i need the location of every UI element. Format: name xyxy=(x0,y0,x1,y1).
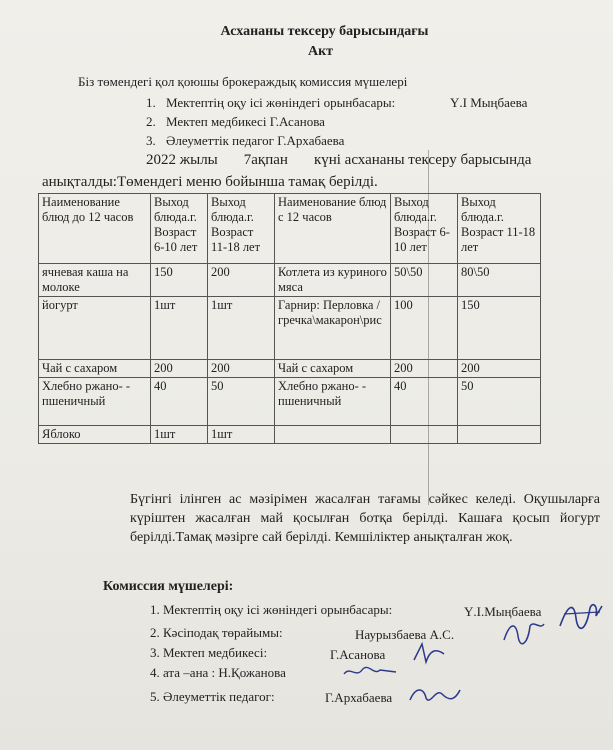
table-cell: 40 xyxy=(391,378,458,426)
table-cell: 100 xyxy=(391,297,458,360)
signature-role: Мектеп медбикесі: xyxy=(163,645,268,660)
signature-name: Г.Архабаева xyxy=(325,690,393,705)
date-line xyxy=(146,152,586,169)
table-cell: 150 xyxy=(458,297,541,360)
table-cell: 40 xyxy=(151,378,208,426)
table-cell xyxy=(458,426,541,444)
table-row xyxy=(39,360,541,378)
table-cell: 50\50 xyxy=(391,264,458,297)
handwritten-signature-5 xyxy=(406,682,464,708)
signature-role: Әлеуметтік педагог: xyxy=(163,689,275,704)
table-header-row xyxy=(39,194,541,264)
signature-row-3 xyxy=(150,645,267,661)
signature-num: 1. xyxy=(150,602,160,617)
member-3 xyxy=(146,133,344,149)
table-cell: Чай с сахаром xyxy=(39,360,151,378)
table-cell: 80\50 xyxy=(458,264,541,297)
table-row xyxy=(39,297,541,360)
handwritten-signature-3 xyxy=(410,640,450,666)
table-cell xyxy=(391,426,458,444)
table-cell: 200 xyxy=(208,360,275,378)
signature-num: 3. xyxy=(150,645,160,660)
header-cell: Выход блюда.г. Возраст 11-18 лет xyxy=(458,194,541,264)
signature-row-1 xyxy=(150,602,392,618)
table-cell: 1шт xyxy=(151,297,208,360)
date-text: күні асхананы тексеру барысында xyxy=(313,152,532,168)
table-cell: 200 xyxy=(458,360,541,378)
table-cell xyxy=(275,426,391,444)
table-cell: 150 xyxy=(151,264,208,297)
signature-role: Мектептің оқу ісі жөніндегі орынбасары: xyxy=(163,602,393,617)
document-title: Асхананы тексеру барысындағы xyxy=(220,24,429,39)
table-cell: Чай с сахаром xyxy=(275,360,391,378)
member-num: 2. xyxy=(146,114,156,129)
signature-name: Ү.І.Мыңбаева xyxy=(464,604,542,619)
signature-name: Наурызбаева А.С. xyxy=(355,627,455,642)
found-line: анықталды:Төмендегі меню бойынша тамақ берілді. xyxy=(42,174,378,190)
date-year: 2022 жылы xyxy=(146,152,218,168)
header-cell: Выход блюда.г. Возраст 6-10 лет xyxy=(151,194,208,264)
member-role: Мектеп медбикесі Г.Асанова xyxy=(166,114,325,129)
member-num: 1. xyxy=(146,95,156,110)
member-role: Әлеуметтік педагог Г.Архабаева xyxy=(166,133,345,148)
signature-num: 4. xyxy=(150,665,160,680)
signature-role: ата –ана : Н.Қожанова xyxy=(163,665,286,680)
table-cell: ячневая каша на молоке xyxy=(39,264,151,297)
table-cell: 200 xyxy=(391,360,458,378)
table-cell: 50 xyxy=(208,378,275,426)
signature-row-4 xyxy=(150,665,286,681)
closing-paragraph: Бүгінгі ілінген ас мәзірімен жасалған тағамы сәйкес келеді. Оқушыларға күріштен жасалған май қосылған ботқа берілді. Кашаға қосып йогурт берілді.Тамақ мәзірге сай берілді. Кемшіліктер анықталған жоқ. xyxy=(130,492,600,545)
table-cell: Хлебно ржано- - пшеничный xyxy=(275,378,391,426)
table-cell: Котлета из куриного мяса xyxy=(275,264,391,297)
signature-num: 2. xyxy=(150,625,160,640)
header-cell: Выход блюда.г. Возраст 11-18 лет xyxy=(208,194,275,264)
table-row xyxy=(39,378,541,426)
signature-num: 5. xyxy=(150,689,160,704)
commission-heading: Комиссия мүшелері: xyxy=(103,579,234,594)
date-day: 7ақпан xyxy=(243,152,288,168)
header-cell: Наименование блюд с 12 часов xyxy=(275,194,391,264)
table-cell: 50 xyxy=(458,378,541,426)
member-num: 3. xyxy=(146,133,156,148)
header-cell: Выход блюда.г. Возраст 6-10 лет xyxy=(391,194,458,264)
signature-name: Г.Асанова xyxy=(330,647,386,662)
table-cell: 1шт xyxy=(151,426,208,444)
header-cell: Наименование блюд до 12 часов xyxy=(39,194,151,264)
signature-row-5 xyxy=(150,689,275,705)
table-cell: Хлебно ржано- - пшеничный xyxy=(39,378,151,426)
member-1-name: Ү.І Мыңбаева xyxy=(450,95,528,110)
handwritten-signature-4 xyxy=(340,662,400,682)
member-role: Мектептің оқу ісі жөніндегі орынбасары: xyxy=(166,95,396,110)
table-row xyxy=(39,264,541,297)
table-cell: 1шт xyxy=(208,426,275,444)
intro-text: Біз төмендегі қол қоюшы брокераждық комиссия мүшелері xyxy=(78,74,408,89)
handwritten-signature-2 xyxy=(500,618,548,648)
member-1 xyxy=(146,95,395,111)
table-row xyxy=(39,426,541,444)
signature-row-2 xyxy=(150,625,283,641)
table-cell: Яблоко xyxy=(39,426,151,444)
handwritten-signature-1 xyxy=(556,598,606,638)
table-cell: 200 xyxy=(208,264,275,297)
signature-role: Кәсіподақ төрайымы: xyxy=(163,625,283,640)
menu-table xyxy=(38,193,541,444)
table-cell: 1шт xyxy=(208,297,275,360)
table-cell: йогурт xyxy=(39,297,151,360)
table-cell: 200 xyxy=(151,360,208,378)
table-cell: Гарнир: Перловка /гречка\макарон\рис xyxy=(275,297,391,360)
document-subtitle: Акт xyxy=(307,44,334,59)
member-2 xyxy=(146,114,325,130)
